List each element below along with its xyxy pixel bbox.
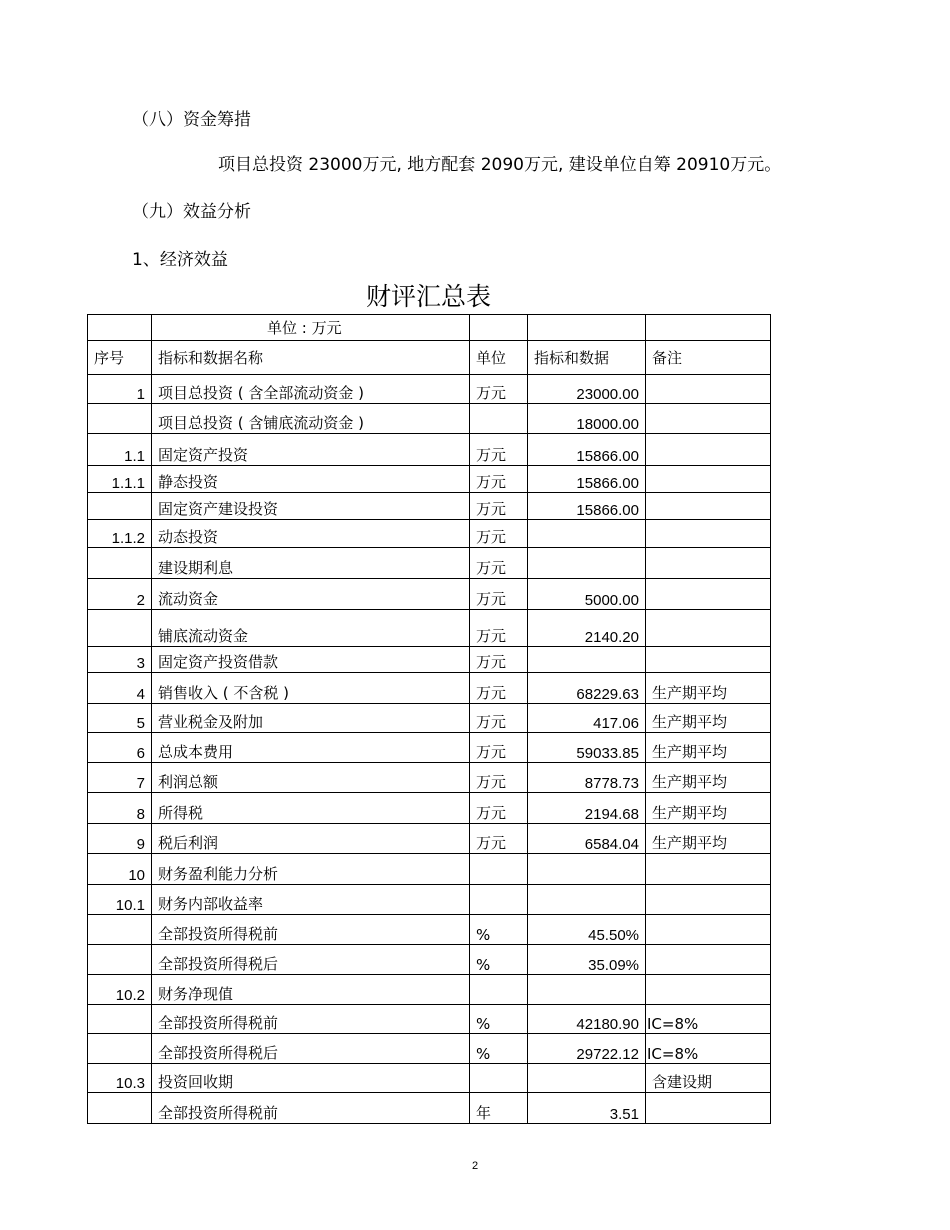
- row-value: 42180.90: [528, 1005, 646, 1034]
- section-8-heading: （八）资金筹措: [132, 110, 251, 130]
- table-row: [88, 434, 771, 466]
- row-unit: %: [470, 945, 528, 975]
- unit-row-blank: [470, 315, 528, 341]
- row-note: [646, 885, 771, 915]
- row-note: [646, 548, 771, 579]
- table-row: [88, 404, 771, 434]
- row-value: [528, 885, 646, 915]
- row-no: [88, 610, 152, 647]
- row-name: 全部投资所得税前: [152, 1093, 470, 1124]
- row-name: 流动资金: [152, 579, 470, 610]
- unit-note: 单位 : 万元: [152, 315, 470, 341]
- table-row: [88, 579, 771, 610]
- row-value: 59033.85: [528, 733, 646, 763]
- row-unit: 万元: [470, 763, 528, 793]
- table-row: [88, 1034, 771, 1064]
- table-row: [88, 466, 771, 493]
- table-row: [88, 610, 771, 647]
- row-name: 财务盈利能力分析: [152, 854, 470, 885]
- row-unit: 万元: [470, 610, 528, 647]
- table-row: [88, 375, 771, 404]
- row-unit: 万元: [470, 375, 528, 404]
- row-note: [646, 945, 771, 975]
- row-note: IC=8%: [646, 1034, 771, 1064]
- header-row: [88, 341, 771, 375]
- row-name: 固定资产建设投资: [152, 493, 470, 520]
- funding-paragraph: 项目总投资 23000万元, 地方配套 2090万元, 建设单位自筹 20910万元。: [218, 155, 782, 175]
- row-no: 1: [88, 375, 152, 404]
- table-row: [88, 673, 771, 704]
- row-no: 5: [88, 704, 152, 733]
- row-no: 10.1: [88, 885, 152, 915]
- row-note: 生产期平均: [646, 704, 771, 733]
- row-no: [88, 493, 152, 520]
- table-row: [88, 793, 771, 824]
- table-row: [88, 548, 771, 579]
- row-note: 含建设期: [646, 1064, 771, 1093]
- row-name: 建设期利息: [152, 548, 470, 579]
- row-unit: 万元: [470, 733, 528, 763]
- row-unit: 万元: [470, 824, 528, 854]
- row-value: [528, 548, 646, 579]
- row-name: 税后利润: [152, 824, 470, 854]
- row-note: [646, 854, 771, 885]
- header-note: 备注: [646, 341, 771, 375]
- unit-row: [88, 315, 771, 341]
- table-row: [88, 945, 771, 975]
- row-name: 全部投资所得税前: [152, 915, 470, 945]
- row-unit: %: [470, 1034, 528, 1064]
- row-value: [528, 975, 646, 1005]
- row-no: [88, 915, 152, 945]
- row-value: 18000.00: [528, 404, 646, 434]
- row-value: 29722.12: [528, 1034, 646, 1064]
- row-note: [646, 647, 771, 673]
- row-note: [646, 404, 771, 434]
- row-name: 全部投资所得税后: [152, 945, 470, 975]
- row-value: [528, 647, 646, 673]
- row-name: 铺底流动资金: [152, 610, 470, 647]
- row-value: 45.50%: [528, 915, 646, 945]
- row-no: 9: [88, 824, 152, 854]
- row-name: 所得税: [152, 793, 470, 824]
- row-unit: 万元: [470, 793, 528, 824]
- row-note: IC=8%: [646, 1005, 771, 1034]
- row-note: [646, 466, 771, 493]
- table-row: [88, 1064, 771, 1093]
- row-value: 417.06: [528, 704, 646, 733]
- table-row: [88, 975, 771, 1005]
- economic-benefit-heading: 1、经济效益: [132, 250, 228, 270]
- row-unit: 万元: [470, 493, 528, 520]
- row-note: 生产期平均: [646, 673, 771, 704]
- table-row: [88, 915, 771, 945]
- table-row: [88, 1005, 771, 1034]
- row-unit: 万元: [470, 704, 528, 733]
- row-no: [88, 1093, 152, 1124]
- row-name: 固定资产投资借款: [152, 647, 470, 673]
- row-value: 8778.73: [528, 763, 646, 793]
- table-row: [88, 824, 771, 854]
- row-note: [646, 975, 771, 1005]
- header-unit: 单位: [470, 341, 528, 375]
- unit-row-blank: [646, 315, 771, 341]
- row-unit: 万元: [470, 673, 528, 704]
- header-value: 指标和数据: [528, 341, 646, 375]
- row-no: 10: [88, 854, 152, 885]
- row-name: 营业税金及附加: [152, 704, 470, 733]
- row-unit: [470, 1064, 528, 1093]
- header-name: 指标和数据名称: [152, 341, 470, 375]
- row-note: 生产期平均: [646, 793, 771, 824]
- table-row: [88, 520, 771, 548]
- row-value: 2194.68: [528, 793, 646, 824]
- row-no: [88, 1034, 152, 1064]
- row-name: 销售收入 ( 不含税 ): [152, 673, 470, 704]
- row-name: 财务内部收益率: [152, 885, 470, 915]
- row-note: [646, 520, 771, 548]
- row-value: [528, 520, 646, 548]
- row-name: 项目总投资 ( 含铺底流动资金 ): [152, 404, 470, 434]
- row-no: [88, 404, 152, 434]
- row-name: 静态投资: [152, 466, 470, 493]
- row-unit: %: [470, 1005, 528, 1034]
- row-note: [646, 915, 771, 945]
- row-no: 1.1: [88, 434, 152, 466]
- row-note: [646, 434, 771, 466]
- row-value: 3.51: [528, 1093, 646, 1124]
- page-number: 2: [471, 1160, 479, 1172]
- row-unit: 万元: [470, 520, 528, 548]
- row-name: 固定资产投资: [152, 434, 470, 466]
- row-no: 7: [88, 763, 152, 793]
- table-row: [88, 885, 771, 915]
- table-row: [88, 493, 771, 520]
- financial-summary-table: [87, 314, 771, 1124]
- row-name: 项目总投资 ( 含全部流动资金 ): [152, 375, 470, 404]
- row-note: 生产期平均: [646, 824, 771, 854]
- row-value: 15866.00: [528, 466, 646, 493]
- row-value: 15866.00: [528, 434, 646, 466]
- row-unit: 万元: [470, 434, 528, 466]
- unit-row-blank: [528, 315, 646, 341]
- table-row: [88, 1093, 771, 1124]
- row-name: 财务净现值: [152, 975, 470, 1005]
- row-unit: [470, 885, 528, 915]
- row-no: 8: [88, 793, 152, 824]
- row-note: [646, 493, 771, 520]
- row-value: 68229.63: [528, 673, 646, 704]
- row-no: 3: [88, 647, 152, 673]
- row-note: [646, 375, 771, 404]
- table-row: [88, 733, 771, 763]
- row-value: [528, 854, 646, 885]
- row-unit: 万元: [470, 466, 528, 493]
- row-value: 5000.00: [528, 579, 646, 610]
- row-unit: [470, 404, 528, 434]
- row-name: 总成本费用: [152, 733, 470, 763]
- row-no: 1.1.2: [88, 520, 152, 548]
- table-row: [88, 854, 771, 885]
- row-no: 4: [88, 673, 152, 704]
- row-unit: 万元: [470, 647, 528, 673]
- row-name: 动态投资: [152, 520, 470, 548]
- row-value: 35.09%: [528, 945, 646, 975]
- row-name: 投资回收期: [152, 1064, 470, 1093]
- row-no: 2: [88, 579, 152, 610]
- row-no: 6: [88, 733, 152, 763]
- row-value: 6584.04: [528, 824, 646, 854]
- row-note: 生产期平均: [646, 733, 771, 763]
- row-value: [528, 1064, 646, 1093]
- row-name: 全部投资所得税前: [152, 1005, 470, 1034]
- row-no: 10.2: [88, 975, 152, 1005]
- row-unit: %: [470, 915, 528, 945]
- row-note: 生产期平均: [646, 763, 771, 793]
- row-no: [88, 548, 152, 579]
- row-unit: 年: [470, 1093, 528, 1124]
- row-note: [646, 610, 771, 647]
- header-no: 序号: [88, 341, 152, 375]
- table-row: [88, 647, 771, 673]
- unit-row-blank: [88, 315, 152, 341]
- row-note: [646, 1093, 771, 1124]
- row-name: 利润总额: [152, 763, 470, 793]
- row-unit: 万元: [470, 548, 528, 579]
- row-no: [88, 1005, 152, 1034]
- row-no: 10.3: [88, 1064, 152, 1093]
- row-no: 1.1.1: [88, 466, 152, 493]
- row-no: [88, 945, 152, 975]
- table-title: 财评汇总表: [365, 282, 491, 311]
- row-name: 全部投资所得税后: [152, 1034, 470, 1064]
- section-9-heading: （九）效益分析: [132, 202, 251, 222]
- row-value: 2140.20: [528, 610, 646, 647]
- row-note: [646, 579, 771, 610]
- row-unit: 万元: [470, 579, 528, 610]
- table-row: [88, 763, 771, 793]
- row-unit: [470, 975, 528, 1005]
- row-unit: [470, 854, 528, 885]
- row-value: 23000.00: [528, 375, 646, 404]
- table-row: [88, 704, 771, 733]
- row-value: 15866.00: [528, 493, 646, 520]
